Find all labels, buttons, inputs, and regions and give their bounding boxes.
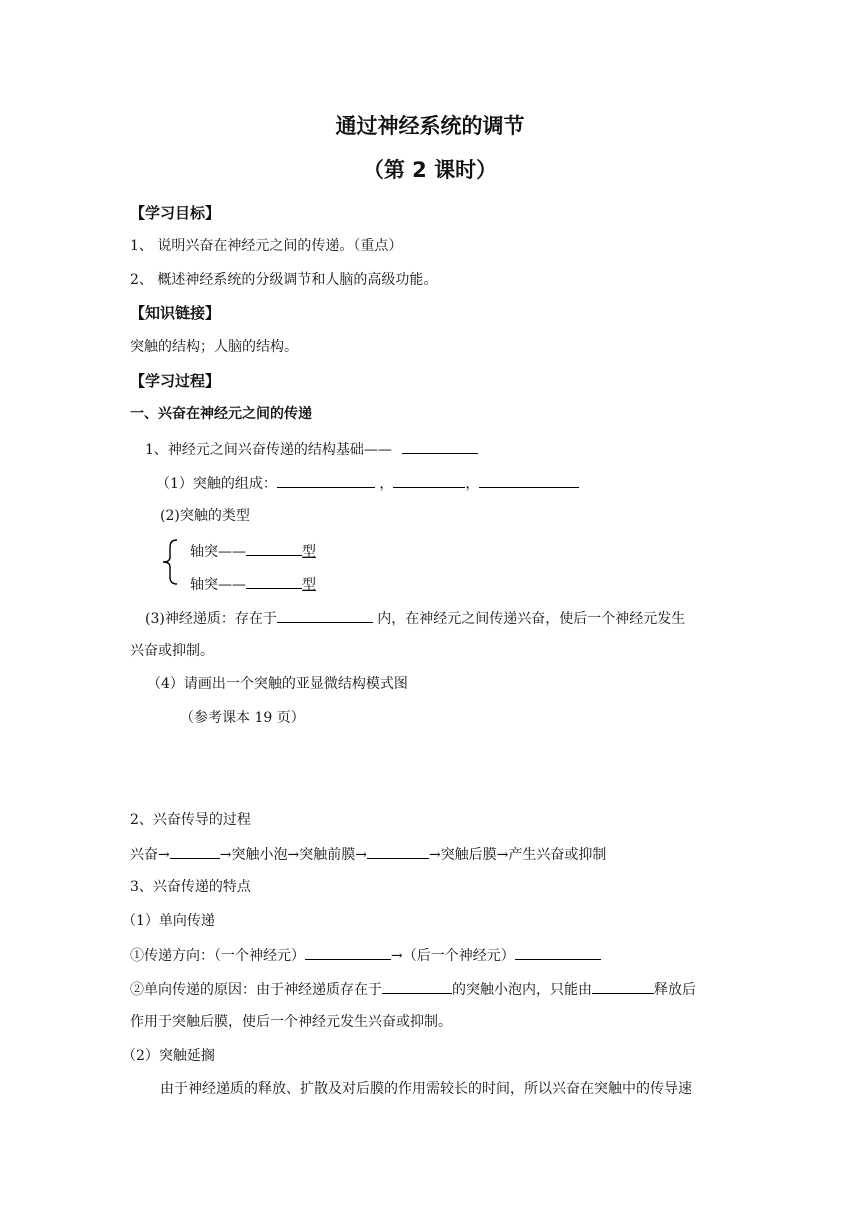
synapse-type-1-line [190,540,316,562]
q1-3-line [145,607,685,629]
part1-heading: 一、兴奋在神经元之间的传递 [130,406,312,422]
axon-prefix-1: 轴突—— [190,544,246,560]
flow-mid-2: →突触后膜→产生兴奋或抑制 [428,847,607,863]
reason-c: 释放后 [654,982,696,998]
part2-heading: 2、兴奋传导的过程 [130,812,251,828]
flow-mid-1: →突触小泡→突触前膜→ [219,847,367,863]
part3-sub2: （2）突触延搁 [122,1048,215,1064]
reason-blank-2[interactable] [592,978,654,994]
flow-start: 兴奋→ [130,847,170,863]
links-heading: 【知识链接】 [130,304,221,322]
flow-line [130,843,606,865]
links-text: 突触的结构；人脑的结构。 [130,339,298,355]
q1-4-ref: （参考课本 19 页） [180,710,305,726]
q1-2-line: (2)突触的类型 [160,508,250,524]
direction-a: ①传递方向：（一个神经元） [130,948,305,964]
part3-sub1: （1）单向传递 [122,913,215,929]
q1-1-line [156,472,579,494]
synapse-type-2-line [190,573,316,595]
direction-blank-2[interactable] [515,944,601,960]
flow-blank-2[interactable] [367,843,429,859]
reason-b: 的突触小泡内，只能由 [452,982,592,998]
q1-3c-text: 兴奋或抑制。 [130,643,214,659]
process-heading: 【学习过程】 [130,372,221,390]
direction-b: →（后一个神经元） [391,948,515,964]
direction-blank-1[interactable] [305,944,391,960]
page-subtitle: （第 2 课时） [362,158,498,182]
comma-1: ， [379,476,394,492]
synapse-type-blank-2[interactable] [246,573,302,589]
page-title: 通过神经系统的调节 [335,114,525,138]
objectives-heading: 【学习目标】 [130,204,221,222]
q1-blank[interactable] [402,438,478,454]
q1-text: 1、神经元之间兴奋传递的结构基础—— [145,442,392,458]
q1-4-text: （4）请画出一个突触的亚显微结构模式图 [147,676,408,692]
q1-line [145,438,478,460]
direction-line [130,944,601,966]
axon-prefix-2: 轴突—— [190,577,246,593]
type-suffix-1: 型 [302,544,316,560]
reason-d: 作用于突触后膜，使后一个神经元发生兴奋或抑制。 [130,1014,452,1030]
comma-2: ， [465,476,480,492]
q1-3b-text: 内，在神经元之间传递兴奋，使后一个神经元发生 [377,611,686,627]
neurotransmitter-location-blank[interactable] [277,607,373,623]
synapse-part-blank-3[interactable] [479,472,579,488]
q1-1-text: （1）突触的组成： [156,476,277,492]
reason-line [130,978,696,1000]
part3-heading: 3、兴奋传递的特点 [130,879,251,895]
reason-blank-1[interactable] [382,978,452,994]
reason-a: ②单向传递的原因：由于神经递质存在于 [130,982,382,998]
objective-item-1: 1、 说明兴奋在神经元之间的传递。（重点） [130,238,403,254]
synapse-type-blank-1[interactable] [246,540,302,556]
objective-item-2: 2、 概述神经系统的分级调节和人脑的高级功能。 [130,272,438,288]
delay-text: 由于神经递质的释放、扩散及对后膜的作用需较长的时间，所以兴奋在突触中的传导速 [160,1081,692,1097]
synapse-part-blank-2[interactable] [393,472,465,488]
brace-icon [160,539,180,585]
synapse-part-blank-1[interactable] [277,472,375,488]
type-suffix-2: 型 [302,577,316,593]
q1-3a-text: (3)神经递质：存在于 [145,611,277,627]
flow-blank-1[interactable] [170,843,220,859]
